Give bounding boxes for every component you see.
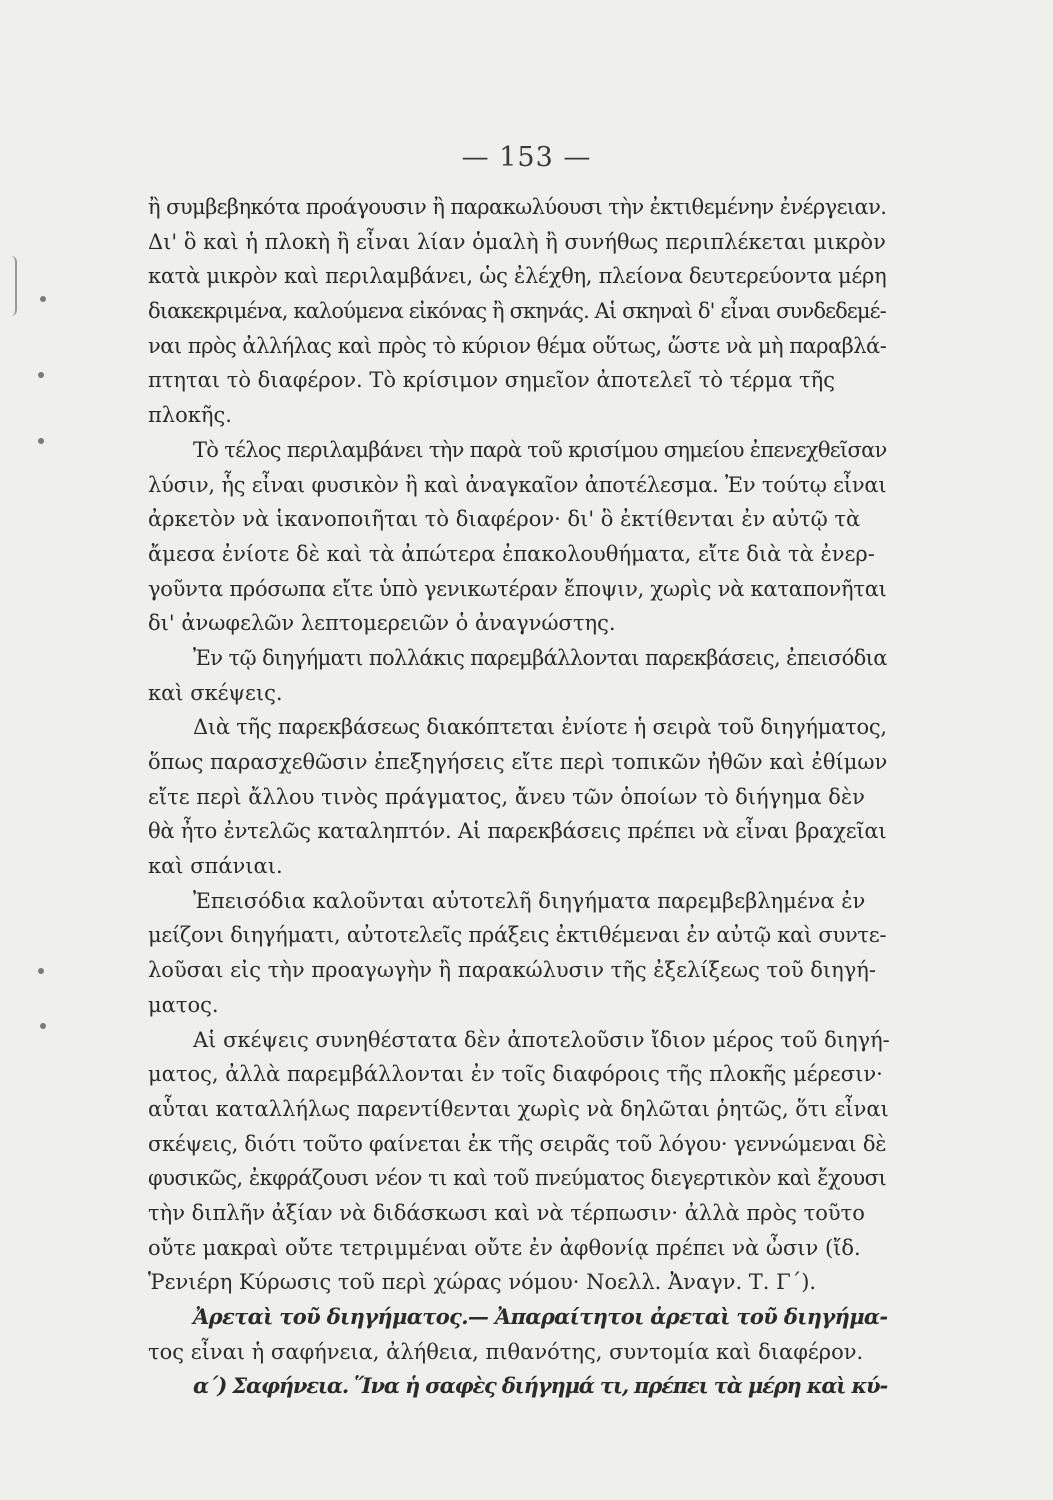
text-line: οὔτε μακραὶ οὔτε τετριμμέναι οὔτε ἐν ἀφθονίᾳ πρέπει νὰ ὦσιν (ἴδ. xyxy=(148,1235,861,1260)
page-number: — 153 — xyxy=(461,142,592,173)
text-line: Τὸ τέλος περιλαμβάνει τὴν παρὰ τοῦ κρισίμου σημείου ἐπενεχθεῖσαν xyxy=(193,437,887,462)
text-line: Δι' ὃ καὶ ἡ πλοκὴ ἢ εἶναι λίαν ὁμαλὴ ἢ συνήθως περιπλέκεται μικρὸν xyxy=(148,229,886,254)
margin-dot xyxy=(40,296,46,302)
body-text xyxy=(148,190,893,1404)
margin-dot xyxy=(38,438,44,444)
text-line: πτηται τὸ διαφέρον. Τὸ κρίσιμον σημεῖον ἀποτελεῖ τὸ τέρμα τῆς xyxy=(148,368,835,393)
text-line: δι' ἀνωφελῶν λεπτομερειῶν ὁ ἀναγνώστης. xyxy=(148,611,616,636)
text-line: εἴτε περὶ ἄλλου τινὸς πράγματος, ἄνευ τῶν ὁποίων τὸ διήγημα δὲν xyxy=(148,784,865,809)
text-line: α΄) Σαφήνεια. Ἵνα ἡ σαφὲς διήγημά τι, πρέπει τὰ μέρη καὶ κύ- xyxy=(193,1373,887,1399)
text-line: λύσιν, ἧς εἶναι φυσικὸν ἢ καὶ ἀναγκαῖον ἀποτέλεσμα. Ἐν τούτῳ εἶναι xyxy=(148,472,887,497)
margin-dot xyxy=(38,968,44,974)
text-line: ἢ συμβεβηκότα προάγουσιν ἢ παρακωλύουσι τὴν ἐκτιθεμένην ἐνέργειαν. xyxy=(148,195,887,219)
text-line: κατὰ μικρὸν καὶ περιλαμβάνει, ὡς ἐλέχθη, πλείονα δευτερεύοντα μέρη xyxy=(148,264,887,289)
text-line: καὶ σπάνιαι. xyxy=(148,854,283,879)
text-line: ναι πρὸς ἀλλήλας καὶ πρὸς τὸ κύριον θέμα οὕτως, ὥστε νὰ μὴ παραβλά- xyxy=(148,333,887,358)
text-line: Αἱ σκέψεις συνηθέστατα δὲν ἀποτελοῦσιν ἴδιον μέρος τοῦ διηγή- xyxy=(193,1027,890,1052)
text-line: πλοκῆς. xyxy=(148,403,232,428)
text-line: Ἀρεταὶ τοῦ διηγήματος.— Ἀπαραίτητοι ἀρεταὶ τοῦ διηγήμα- xyxy=(193,1304,888,1329)
text-line: λοῦσαι εἰς τὴν προαγωγὴν ἢ παρακώλυσιν τῆς ἐξελίξεως τοῦ διηγή- xyxy=(148,958,876,983)
text-line: σκέψεις, διότι τοῦτο φαίνεται ἐκ τῆς σειρᾶς τοῦ λόγου· γεννώμεναι δὲ xyxy=(148,1131,887,1156)
text-line: Ἐπεισόδια καλοῦνται αὐτοτελῆ διηγήματα παρεμβεβλημένα ἐν xyxy=(193,888,866,913)
text-line: τος εἶναι ἡ σαφήνεια, ἀλήθεια, πιθανότης, συντομία καὶ διαφέρον. xyxy=(148,1339,864,1364)
text-line: καὶ σκέψεις. xyxy=(148,680,283,705)
text-line: ὅπως παρασχεθῶσιν ἐπεξηγήσεις εἴτε περὶ τοπικῶν ἠθῶν καὶ ἐθίμων xyxy=(148,750,888,774)
text-line: Ἐν τῷ διηγήματι πολλάκις παρεμβάλλονται παρεκβάσεις, ἐπεισόδια xyxy=(193,645,887,670)
text-line: γοῦντα πρόσωπα εἴτε ὑπὸ γενικωτέραν ἔποψιν, χωρὶς νὰ καταπονῆται xyxy=(148,576,887,601)
text-line: μείζονι διηγήματι, αὐτοτελεῖς πράξεις ἐκτιθέμεναι ἐν αὐτῷ καὶ συντε- xyxy=(148,923,887,948)
text-line: Διὰ τῆς παρεκβάσεως διακόπτεται ἐνίοτε ἡ σειρὰ τοῦ διηγήματος, xyxy=(193,715,887,740)
text-line: Ῥενιέρη Κύρωσις τοῦ περὶ χώρας νόμου· Νοελλ. Ἀναγν. Τ. Γ΄). xyxy=(148,1270,817,1295)
text-line: αὗται καταλλήλως παρεντίθενται χωρὶς νὰ δηλῶται ῥητῶς, ὅτι εἶναι xyxy=(148,1096,889,1121)
text-line: φυσικῶς, ἐκφράζουσι νέον τι καὶ τοῦ πνεύματος διεγερτικὸν καὶ ἔχουσι xyxy=(148,1166,887,1191)
text-line: ματος, ἀλλὰ παρεμβάλλονται ἐν τοῖς διαφόροις τῆς πλοκῆς μέρεσιν· xyxy=(148,1062,883,1087)
margin-dot xyxy=(38,372,44,378)
text-line: θὰ ἦτο ἐντελῶς καταληπτόν. Αἱ παρεκβάσεις πρέπει νὰ εἶναι βραχεῖαι xyxy=(148,819,887,844)
text-line: ἀρκετὸν νὰ ἱκανοποιῆται τὸ διαφέρον· δι' ὃ ἐκτίθενται ἐν αὐτῷ τὰ xyxy=(148,507,861,532)
text-line: ματος. xyxy=(148,992,219,1017)
margin-dot xyxy=(40,1023,46,1029)
margin-bracket xyxy=(5,256,17,316)
text-line: ἄμεσα ἐνίοτε δὲ καὶ τὰ ἀπώτερα ἐπακολουθήματα, εἴτε διὰ τὰ ἐνερ- xyxy=(148,541,875,566)
text-line: τὴν διπλῆν ἀξίαν νὰ διδάσκωσι καὶ νὰ τέρπωσιν· ἀλλὰ πρὸς τοῦτο xyxy=(148,1200,865,1225)
text-line: διακεκριμένα, καλούμενα εἰκόνας ἢ σκηνάς. Αἱ σκηναὶ δ' εἶναι συνδεδεμέ- xyxy=(148,299,886,324)
